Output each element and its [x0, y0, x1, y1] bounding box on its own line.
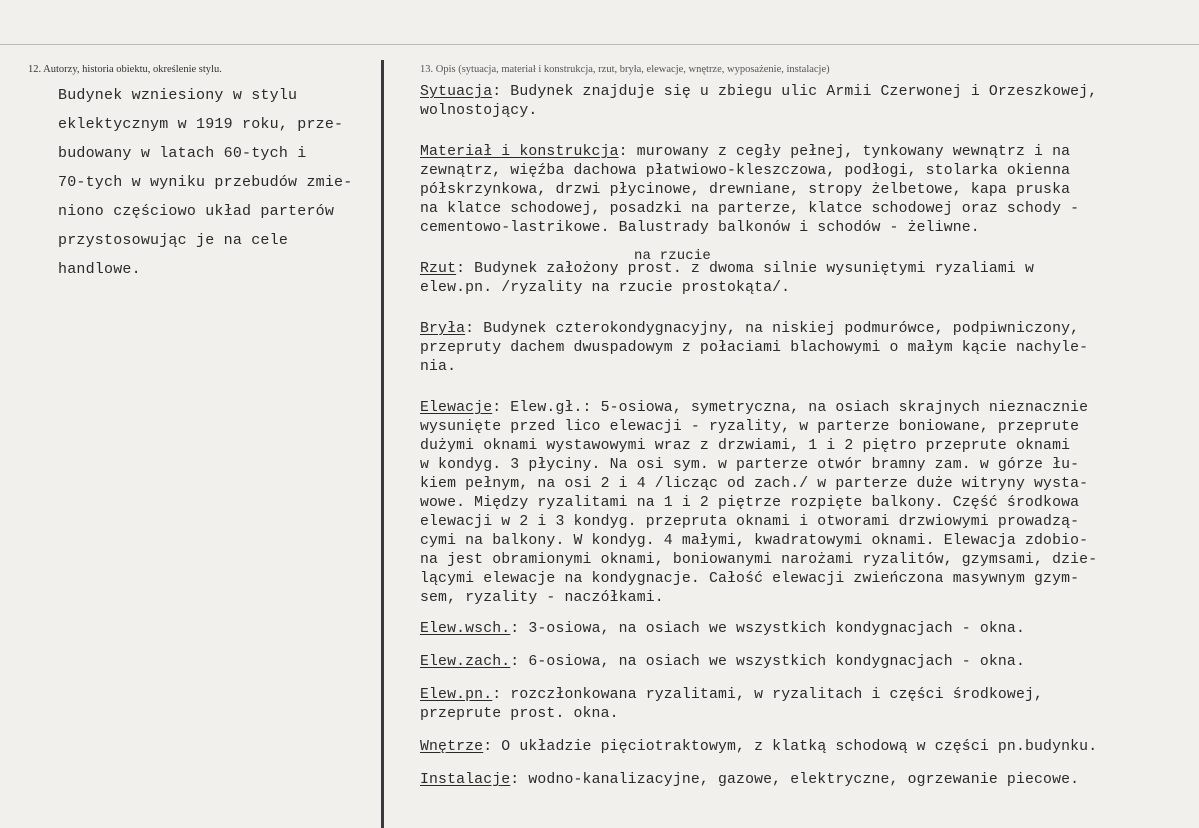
- section-label: Sytuacja: [420, 84, 493, 100]
- section-label: Wnętrze: [420, 739, 484, 755]
- section-text: : 6-osiowa, na osiach we wszystkich kondygnacjach - okna.: [510, 654, 1025, 670]
- section-plan: [420, 248, 1180, 298]
- section-label: Elewacje: [420, 400, 493, 416]
- section-label: Elew.pn.: [420, 687, 493, 703]
- section-text: : O układzie pięciotraktowym, z klatką schodową w części pn.budynku.: [483, 739, 1098, 755]
- section-text: : Budynek czterokondygnacyjny, na niskiej podmurówce, podpiwniczony, przepruty dachem dwuspadowym z połaciami blachowymi o małym kącie nachyle- nia.: [420, 321, 1089, 375]
- section-text: : Elew.gł.: 5-osiowa, symetryczna, na osiach skrajnych nieznacznie wysunięte przed lico elewacji - ryzality, w parterze boniowane, przeprute dużymi oknami wystawowymi wraz z drzwiami, 1 i 2 piętro przeprute oknami w kondyg. 3 płyciny. Na osi sym. w parterze otwór bramny zam. w górze łu- kiem pełnym, na osi 2 i 4 /licząc od zach./ w parterze duże witryny wysta- wowe. Między ryzalitami na 1 i 2 piętrze rozpięte balkony. Część środkowa elewacji w 2 i 3 kondyg. przepruta oknami i otworami drzwiowymi prowadzą- cymi na balkony. W kondyg. 4 małymi, kwadratowymi oknami. Elewacja zdobio- na jest obramionymi oknami, boniowanymi narożami ryzalitów, gzymsami, dzie- lącymi elewacje na kondygnacje. Całość elewacji zwieńczona masywnym gzym- sem, ryzality - naczółkami.: [420, 400, 1098, 606]
- section-label: Instalacje: [420, 772, 511, 788]
- top-rule: [0, 44, 1199, 45]
- section-massing: [420, 320, 1180, 377]
- section-text: : rozczłonkowana ryzalitami, w ryzalitach i części środkowej, przeprute prost. okna.: [420, 687, 1044, 722]
- section-text: : 3-osiowa, na osiach we wszystkich kondygnacjach - okna.: [510, 621, 1025, 637]
- section-east-elevation: [420, 620, 1180, 639]
- section-label: Elew.zach.: [420, 654, 511, 670]
- left-header: 12. Autorzy, historia obiektu, określenie stylu.: [28, 64, 222, 75]
- section-text: : murowany z cegły pełnej, tynkowany wewnątrz i na zewnątrz, więźba dachowa płatwiowo-kleszczowa, podłogi, stolarka okienna półskrzynkowa, drzwi płycinowe, drewniane, stropy żelbetowe, kapa pruska na klatce schodowej, posadzki na parterze, klatce schodowej oraz schody - cementowo-lastrikowe. Balustrady balkonów i schodów - żeliwne.: [420, 144, 1080, 236]
- section-material: [420, 143, 1180, 238]
- column-divider: [381, 60, 384, 828]
- section-north-elevation: [420, 686, 1180, 724]
- section-label: Elew.wsch.: [420, 621, 511, 637]
- section-interior: [420, 738, 1180, 757]
- section-label: Materiał i konstrukcja: [420, 144, 619, 160]
- section-label: Rzut: [420, 261, 457, 277]
- section-text: : Budynek znajduje się u zbiegu ulic Armii Czerwonej i Orzeszkowej, wolnostojący.: [420, 84, 1098, 119]
- right-header: 13. Opis (sytuacja, materiał i konstrukcja, rzut, bryła, elewacje, wnętrze, wyposażenie, instalacje): [420, 64, 830, 75]
- section-installations: [420, 771, 1180, 790]
- history-text: Budynek wzniesiony w stylu eklektycznym w 1919 roku, prze- budowany w latach 60-tych i 70-tych w wyniku przebudów zmie- niono częściowo układ parterów przystosowując je na cele handlowe.: [58, 87, 353, 278]
- section-situation: [420, 83, 1180, 121]
- section-west-elevation: [420, 653, 1180, 672]
- section-elevations: [420, 399, 1180, 608]
- right-column: [420, 64, 1180, 790]
- interlinear-note: na rzucie: [634, 248, 711, 264]
- left-column: [28, 64, 368, 284]
- section-text: : Budynek założony prost. z dwoma silnie wysuniętymi ryzaliami w elew.pn. /ryzality na rzucie prostokąta/.: [420, 261, 1035, 296]
- section-text: : wodno-kanalizacyjne, gazowe, elektryczne, ogrzewanie piecowe.: [510, 772, 1080, 788]
- section-label: Bryła: [420, 321, 466, 337]
